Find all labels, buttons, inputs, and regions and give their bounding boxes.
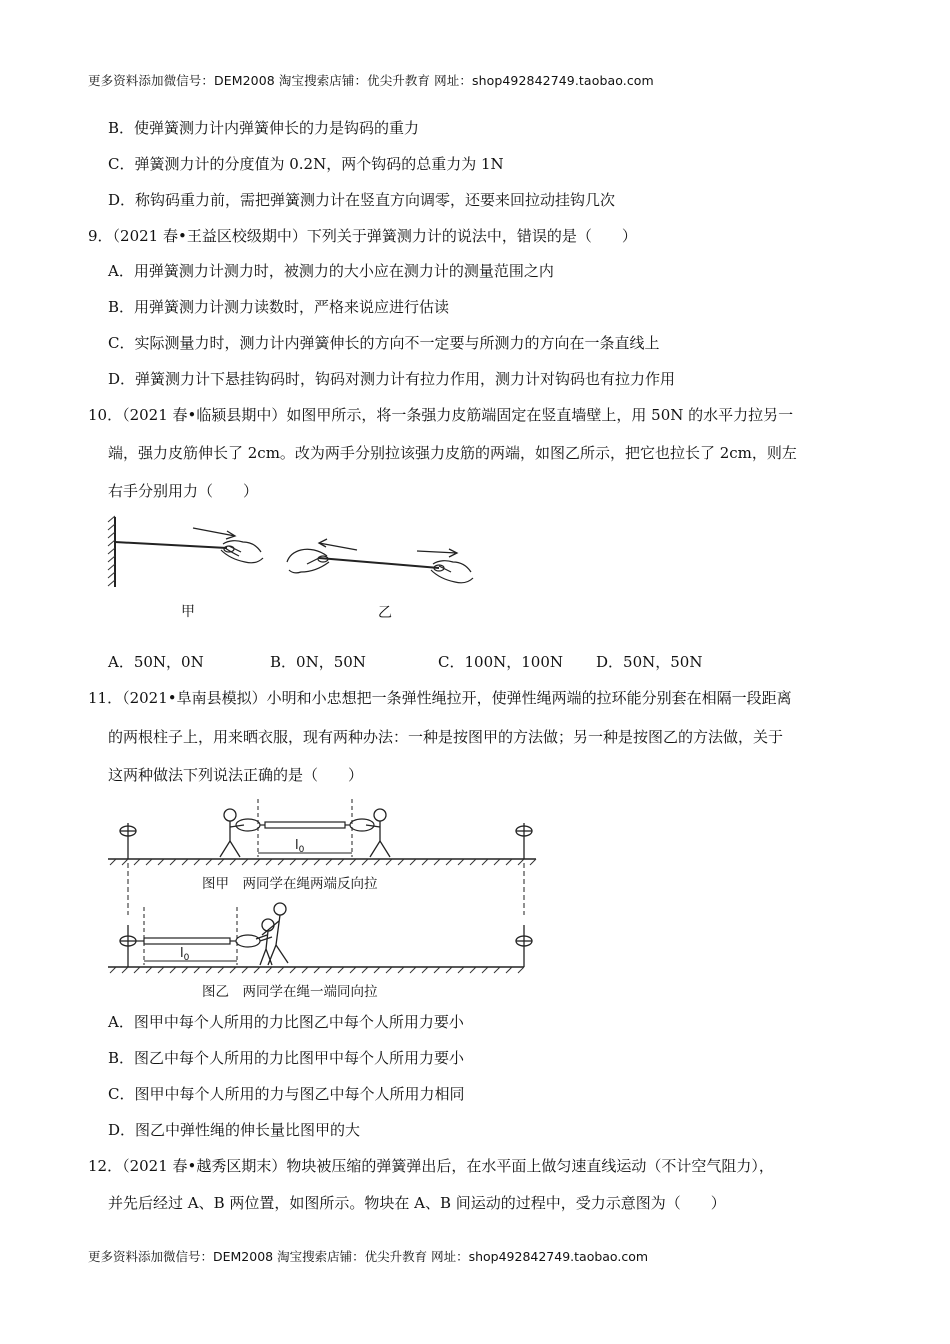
q11-figure [100, 795, 540, 1005]
post-right-yi [516, 925, 532, 967]
rubber-band-jia [115, 542, 227, 548]
q8-option-d: D．称钩码重力前，需把弹簧测力计在竖直方向调零，还要来回拉动挂钩几次 [108, 191, 616, 209]
length-label-yi: $l_0$ [180, 946, 190, 963]
dashed-markers-yi [144, 907, 237, 965]
person-right-jia [366, 809, 390, 857]
q11-option-c: C．图甲中每个人所用的力与图乙中每个人所用力相同 [108, 1085, 465, 1103]
q10-stem-line1: 10．（2021 春•临颍县期中）如图甲所示，将一条强力皮筋端固定在竖直墙壁上，用 50N 的水平力拉另一 [88, 406, 794, 424]
arrow-jia [193, 528, 235, 539]
post-left-jia [120, 823, 136, 859]
q11-option-a: A．图甲中每个人所用的力比图乙中每个人所用力要小 [108, 1013, 464, 1031]
person-back-yi [262, 903, 288, 965]
figure-label-yi: 乙 [378, 605, 392, 621]
q10-option-c: C．100N，100N [438, 653, 563, 671]
q9-option-c: C．实际测量力时，测力计内弹簧伸长的方向不一定要与所测力的方向在一条直线上 [108, 334, 660, 352]
q9-stem: 9．（2021 春•王益区校级期中）下列关于弹簧测力计的说法中，错误的是（ ） [88, 227, 637, 245]
hand-yi-left [287, 549, 329, 573]
q10-figure [105, 512, 485, 627]
q10-option-d: D．50N，50N [596, 653, 703, 671]
q9-option-a: A．用弹簧测力计测力时，被测力的大小应在测力计的测量范围之内 [108, 262, 554, 280]
page-header: 更多资料添加微信号：DEM2008 淘宝搜索店铺：优尖升教育 网址：shop492842749.taobao.com [88, 73, 654, 88]
elastic-rope-yi [136, 935, 272, 947]
ground-hatching-yi [110, 967, 524, 973]
q9-option-d: D．弹簧测力计下悬挂钩码时，钩码对测力计有拉力作用，测力计对钩码也有拉力作用 [108, 370, 676, 388]
length-label-jia: $l_0$ [295, 838, 305, 855]
q11-stem-line3: 这两种做法下列说法正确的是（ ） [108, 766, 364, 784]
q9-option-b: B．用弹簧测力计测力读数时，严格来说应进行估读 [108, 298, 450, 316]
q11-stem-line1: 11．（2021•阜南县模拟）小明和小忠想把一条弹性绳拉开，使弹性绳两端的拉环能分别套在相隔一段距离 [88, 689, 792, 707]
caption-jia: 图甲 两同学在绳两端反向拉 [202, 876, 378, 892]
q11-stem-line2: 的两根柱子上，用来晒衣服，现有两种办法：一种是按图甲的方法做；另一种是按图乙的方法做，关于 [108, 728, 784, 746]
post-left-yi [120, 925, 136, 967]
figure-label-jia: 甲 [181, 604, 195, 620]
arrow-yi-left [319, 539, 357, 550]
rubber-band-yi [319, 558, 439, 568]
wall-hatching [108, 516, 115, 586]
q12-stem-line1: 12．（2021 春•越秀区期末）物块被压缩的弹簧弹出后，在水平面上做匀速直线运动（不计空气阻力）， [88, 1157, 774, 1175]
elastic-rope-jia [236, 819, 374, 831]
ground-hatching-jia [110, 859, 536, 865]
page-footer: 更多资料添加微信号：DEM2008 淘宝搜索店铺：优尖升教育 网址：shop492842749.taobao.com [88, 1249, 649, 1264]
caption-yi: 图乙 两同学在绳一端同向拉 [202, 984, 378, 1000]
hand-yi-right [431, 561, 473, 583]
arrow-yi-right [417, 549, 457, 557]
q10-stem-line3: 右手分别用力（ ） [108, 482, 259, 500]
q8-option-c: C．弹簧测力计的分度值为 0.2N，两个钩码的总重力为 1N [108, 155, 504, 173]
q12-stem-line2: 并先后经过 A、B 两位置，如图所示。物块在 A、B 间运动的过程中，受力示意图为（ ） [108, 1194, 726, 1212]
q8-option-b: B．使弹簧测力计内弹簧伸长的力是钩码的重力 [108, 119, 420, 137]
q10-stem-line2: 端，强力皮筋伸长了 2cm。改为两手分别拉该强力皮筋的两端，如图乙所示，把它也拉长了 2cm，则左 [108, 444, 797, 462]
q11-option-b: B．图乙中每个人所用的力比图甲中每个人所用力要小 [108, 1049, 465, 1067]
post-right-jia [516, 823, 532, 859]
q10-option-a: A．50N，0N [108, 653, 204, 671]
person-left-jia [220, 809, 244, 857]
q11-option-d: D．图乙中弹性绳的伸长量比图甲的大 [108, 1121, 361, 1139]
q10-option-b: B．0N，50N [270, 653, 366, 671]
hand-jia [221, 541, 263, 563]
q10-options [108, 651, 748, 673]
